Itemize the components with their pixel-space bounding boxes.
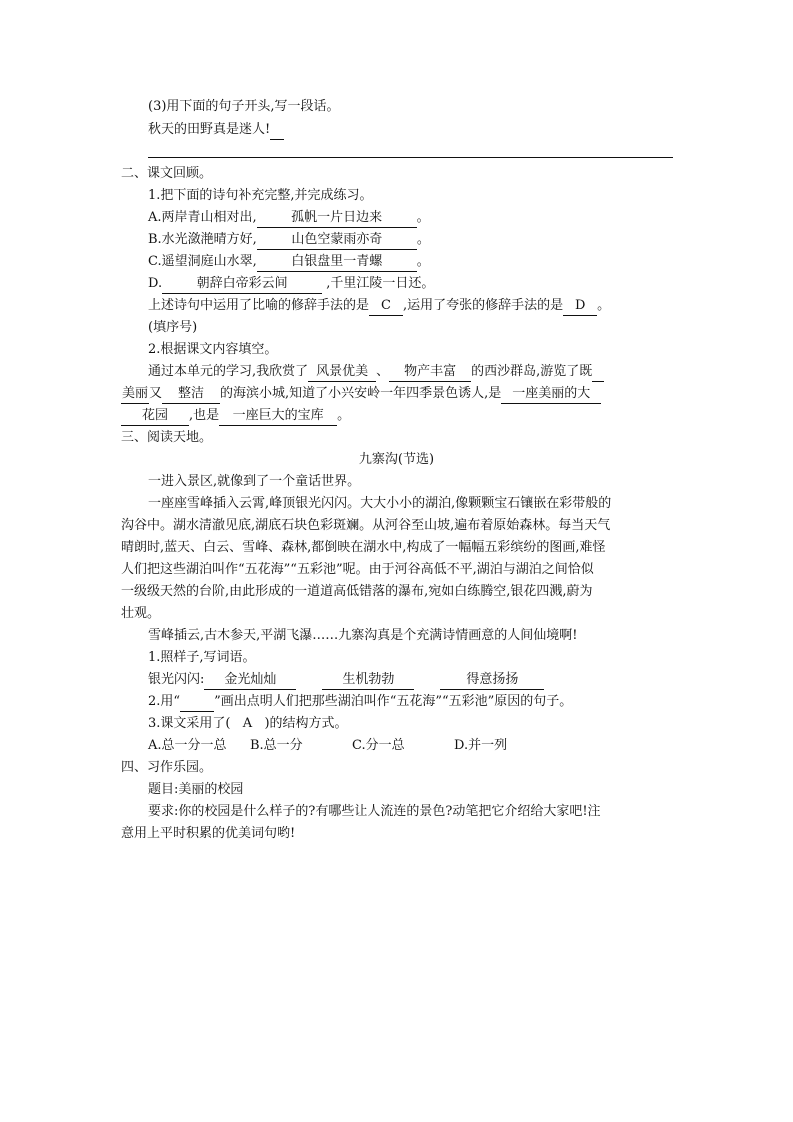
passage-para-3: 雪峰插云,古木参天,平湖飞瀑……九寨沟真是个充满诗情画意的人间仙境啊! (148, 628, 578, 643)
passage-para-2-line: 一座座雪峰插入云霄,峰顶银光闪闪。大大小小的湖泊,像颗颗宝石镶嵌在彩带般的 (148, 496, 612, 511)
unit-summary-line1: 通过本单元的学习,我欣赏了 风景优美 、 物产丰富 的西沙群岛,游览了既 (148, 361, 604, 383)
composition-topic: 题目:美丽的校园 (148, 782, 244, 797)
answer-blank: 白银盘里一青螺 (257, 253, 417, 272)
answer-blank: 得意扬扬 (440, 671, 544, 690)
q1-3-prompt: (3)用下面的句子开头,写一段话。 (148, 99, 340, 114)
q1-3-start: 秋天的田野真是迷人! (148, 119, 284, 141)
option-d: D.并一列 (454, 738, 508, 753)
section-2-title: 二、课文回顾。 (121, 166, 213, 181)
blank-line (592, 363, 604, 382)
choice-answer: A (242, 716, 253, 731)
passage-para-2-line: 晴朗时,蓝天、白云、雪峰、森林,都倒映在湖水中,构成了一幅幅五彩缤纷的图画,难怪 (121, 540, 606, 555)
s3-q2: 2.用“ ”画出点明人们把那些湖泊叫作“五花海”“五彩池”原因的句子。 (148, 691, 572, 713)
composition-requirement: 要求:你的校园是什么样子的?有哪些让人流连的景色?动笔把它介绍给大家吧!注 (148, 804, 601, 819)
option-c: C.分一总 (352, 738, 405, 753)
answer-blank: 朝辞白帝彩云间 (162, 275, 322, 294)
section-4-title: 四、习作乐园。 (121, 760, 213, 775)
word-pattern-answers: 银光闪闪: 金光灿灿 生机勃勃 得意扬扬 (148, 669, 544, 691)
poem-line-d: D. 朝辞白帝彩云间 ,千里江陵一日还。 (148, 273, 434, 295)
answer-blank: 一座巨大的宝库 (219, 407, 337, 426)
unit-summary-line2: 美丽又 整洁 的海滨小城,知道了小兴安岭一年四季景色诱人,是 一座美丽的大 (121, 383, 601, 405)
option-a: A.总一分一总 (148, 738, 227, 753)
answer-blank: 物产丰富 (389, 363, 471, 382)
answer-rule (148, 157, 673, 158)
answer-blank: 整洁 (162, 385, 220, 404)
poem-line-c: C.遥望洞庭山水翠, 白银盘里一青螺 。 (148, 251, 430, 273)
option-b: B.总一分 (250, 738, 303, 753)
s3-q3-options (148, 735, 556, 757)
poem-line-a: A.两岸青山相对出, 孤帆一片日边来 。 (148, 207, 430, 229)
answer-blank: 一座美丽的大 (501, 385, 601, 404)
passage-para-2-line: 沟谷中。湖水清澈见底,湖底石块色彩斑斓。从河谷至山坡,遍布着原始森林。每当天气 (121, 518, 611, 533)
s2-q1-prompt: 1.把下面的诗句补充完整,并完成练习。 (148, 188, 373, 203)
passage-para-2-line: 人们把这些湖泊叫作“五花海”“五彩池”呢。由于河谷高低不平,湖泊与湖泊之间恰似 (121, 562, 594, 577)
answer-blank: 金光灿灿 (204, 671, 296, 690)
passage-para-2-line: 一级级天然的台阶,由此形成的一道道高低错落的瀑布,宛如白练腾空,银花四溅,蔚为 (121, 584, 593, 599)
passage-para-1: 一进入景区,就像到了一个童话世界。 (148, 474, 361, 489)
answer-blank: 美丽 (121, 385, 149, 404)
underline-sample (180, 693, 214, 712)
answer-blank: D (563, 297, 597, 316)
unit-summary-line3: 花园 ,也是 一座巨大的宝库 。 (121, 405, 350, 427)
poem-line-b: B.水光潋滟晴方好, 山色空蒙雨亦奇 。 (148, 229, 430, 251)
section-3-title: 三、阅读天地。 (121, 430, 213, 445)
blank-line (270, 121, 284, 140)
composition-requirement: 意用上平时积累的优美词句哟! (121, 826, 296, 841)
answer-blank: 花园 (121, 407, 189, 426)
passage-title: 九寨沟(节选) (358, 452, 435, 467)
rhetoric-question: 上述诗句中运用了比喻的修辞手法的是 C ,运用了夸张的修辞手法的是 D 。 (148, 295, 610, 317)
answer-blank: 山色空蒙雨亦奇 (257, 231, 417, 250)
s3-q3: 3.课文采用了( A )的结构方式。 (148, 713, 348, 735)
fill-note: (填序号) (148, 320, 198, 335)
s2-q2-prompt: 2.根据课文内容填空。 (148, 342, 278, 357)
passage-para-2-line: 壮观。 (121, 606, 161, 621)
answer-blank: C (369, 297, 403, 316)
answer-blank: 孤帆一片日边来 (257, 209, 417, 228)
s3-q1-prompt: 1.照样子,写词语。 (148, 650, 256, 665)
answer-blank: 生机勃勃 (322, 671, 414, 690)
answer-blank: 风景优美 (308, 363, 376, 382)
